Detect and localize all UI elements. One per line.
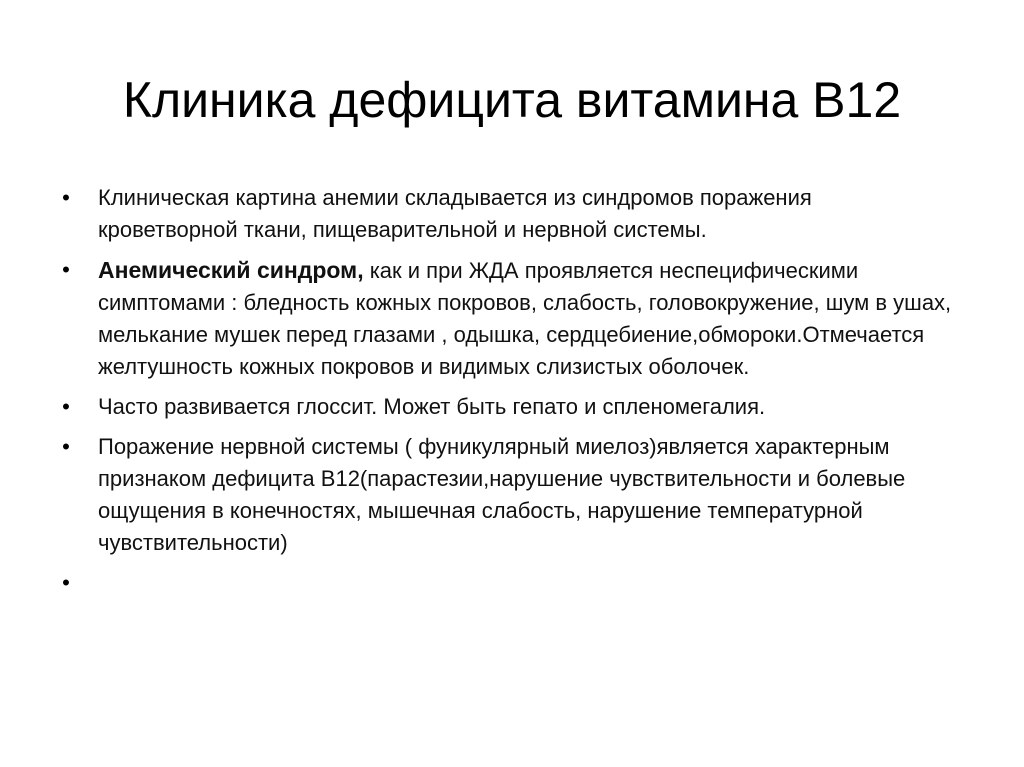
bullet-text-container <box>98 254 956 383</box>
bullet-dot-icon: • <box>62 394 70 419</box>
bullet-dot-icon: • <box>62 570 70 595</box>
bullet-text: Поражение нервной системы ( фуникулярный миелоз)является характерным признаком дефицита В12(парастезии,нарушение чувствительности и болевые ощущения в конечностях, мышечная слабость, нарушение температурной чувствительности) <box>98 434 906 555</box>
bullet-dot-icon: • <box>62 185 70 210</box>
bullet-bold-text: Анемический синдром, <box>98 257 364 283</box>
bullet-item-4 <box>56 431 956 559</box>
bullet-item-3 <box>56 391 956 423</box>
bullet-list <box>56 182 956 607</box>
bullet-dot-icon: • <box>62 434 70 459</box>
bullet-text: Часто развивается глоссит. Может быть гепато и спленомегалия. <box>98 394 766 419</box>
bullet-dot-icon: • <box>62 257 70 282</box>
bullet-item-5 <box>56 567 956 599</box>
slide-title: Клиника дефицита витамина В12 <box>122 72 902 128</box>
bullet-text: как и при ЖДА проявляется неспецифическими симптомами : бледность кожных покровов, слабость, головокружение, шум в ушах, мелькание мушек перед глазами , одышка, сердцебиение,обмороки.Отмечается желтушность кожных покровов и видимых слизистых оболочек. <box>98 258 952 379</box>
bullet-text: Клиническая картина анемии складывается из синдромов поражения кроветворной ткани, пищеварительной и нервной системы. <box>98 185 812 242</box>
bullet-text <box>98 567 956 599</box>
bullet-item-2 <box>56 254 956 383</box>
bullet-item-1 <box>56 182 956 246</box>
